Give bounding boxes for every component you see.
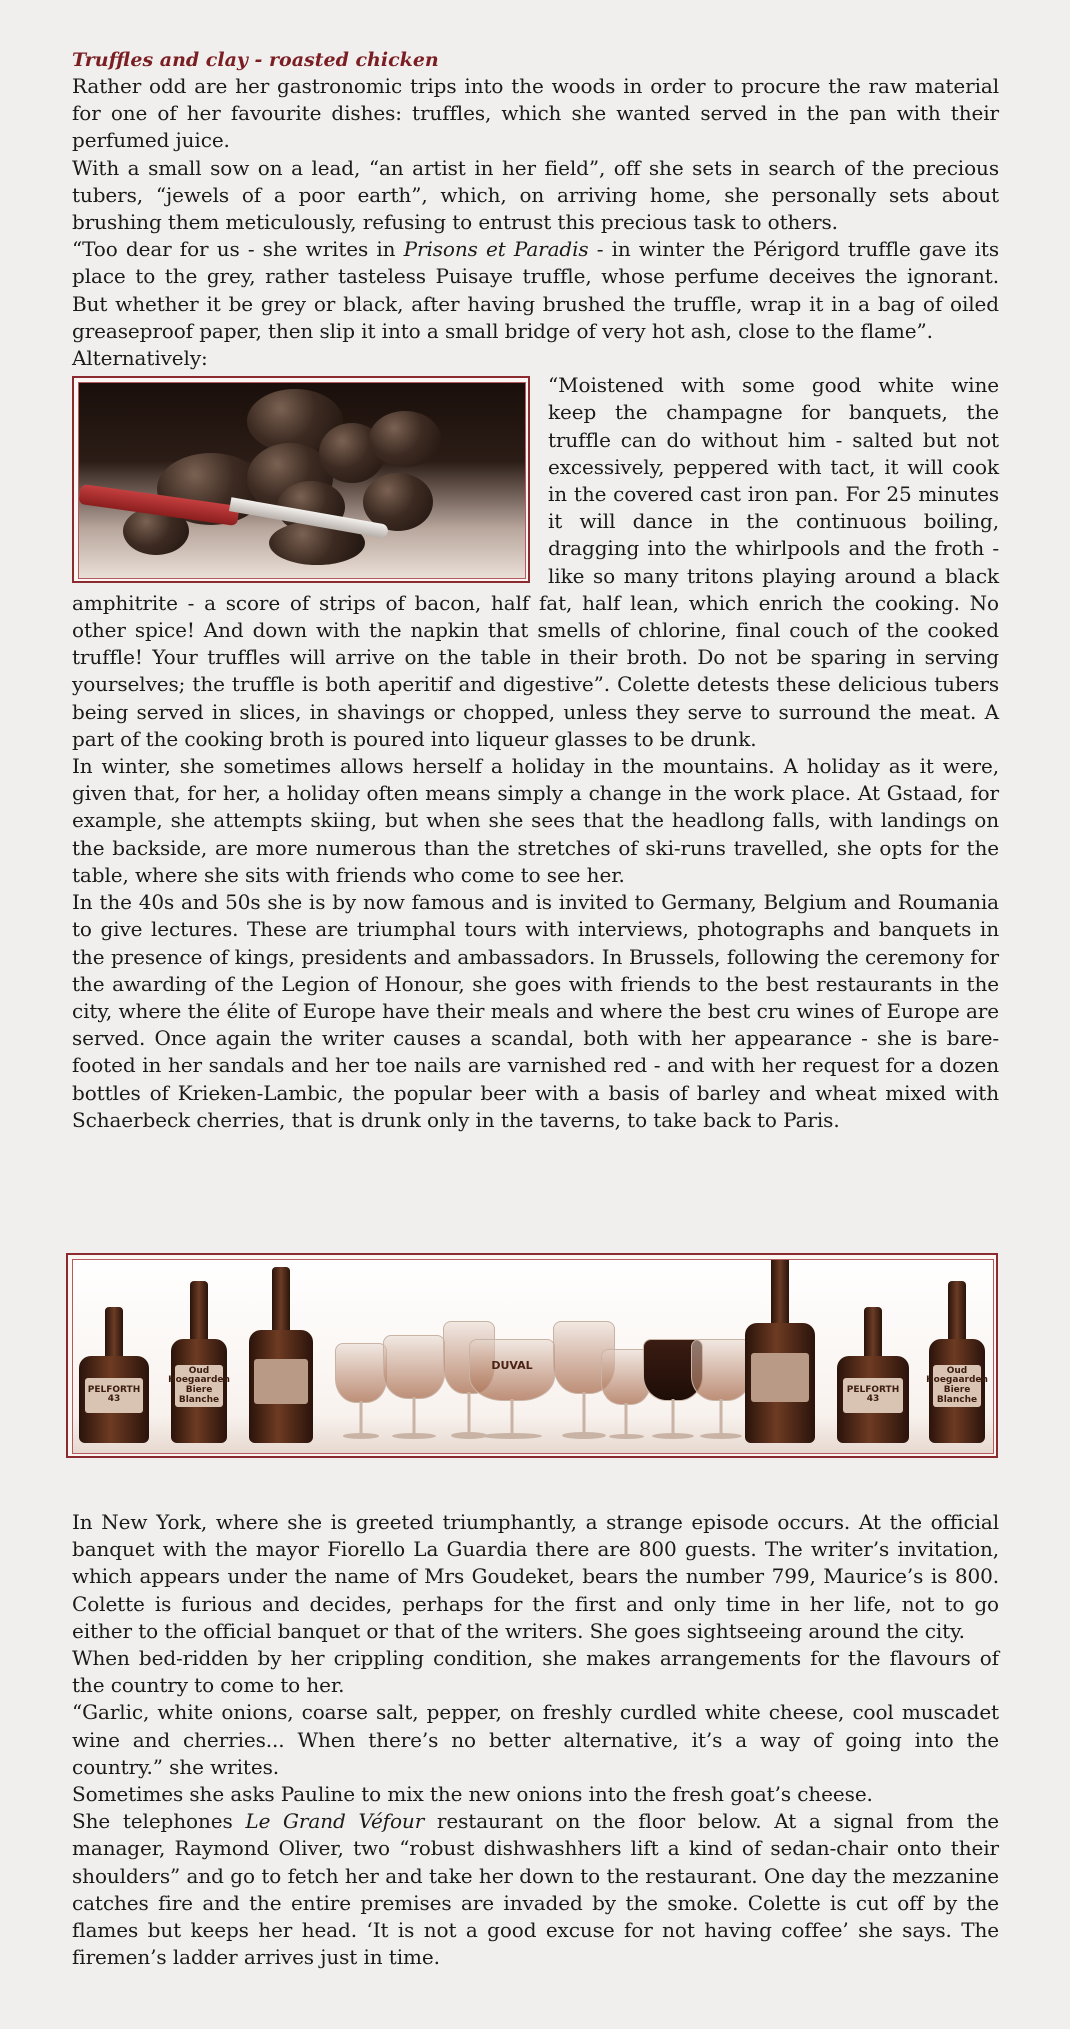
beer-bottle-hoegaarden: Oud Hoegaarden Biere Blanche bbox=[929, 1281, 985, 1443]
beer-photo bbox=[66, 1253, 998, 1458]
paragraph: In winter, she sometimes allows herself a holiday in the mountains. A holiday as it were, given that, for her, a holiday often means simply a change in the work place. At Gstaad, for example, she attempts skiing, but when she sees that the headlong falls, with landings on the backside, are more numerous than the stretches of ski-runs travelled, she opts for the table, where she sits with friends who come to see her. bbox=[72, 754, 999, 887]
beer-glass bbox=[383, 1335, 445, 1439]
paragraph: With a small sow on a lead, “an artist in her field”, off she sets in search of the precious tubers, “jewels of a poor earth”, which, on arriving home, she personally sets about brushing them meticulously, refusing to entrust this precious task to others. bbox=[72, 155, 999, 235]
restaurant-name: Le Grand Véfour bbox=[245, 1809, 425, 1834]
beer-bottle-pelforth: PELFORTH 43 bbox=[837, 1307, 909, 1443]
section-title: Truffles and clay - roasted chicken bbox=[72, 49, 439, 71]
beer-bottle-hoegaarden: Oud Hoegaarden Biere Blanche bbox=[171, 1281, 227, 1443]
paragraph: Rather odd are her gastronomic trips into the woods in order to procure the raw material for one of her favourite dishes: truffles, which she wanted served in the pan with their perfumed juice. bbox=[72, 74, 999, 153]
paragraph: “Garlic, white onions, coarse salt, pepper, on freshly curdled white cheese, cool muscadet wine and cherries... When there’s no better alternative, it’s a way of going into the country.” she writes. bbox=[72, 1700, 999, 1779]
paragraph: “Moistened with some good white wine keep the champagne for banquets, the truffle can do without him - salted but not excessively, peppered with tact, it will cook in the covered cast iron pan. For 25 minutes it will dance in the continuous boiling, dragging into the whirlpools and the froth - like so many tritons playing around a black amphitrite - a score of strips of bacon, half fat, half lean, which enrich the cooking. No other spice! And down with the napkin that smells of chlorine, final couch of the cooked truffle! Your truffles will arrive on the table in their broth. Do not be sparing in serving yourselves; the truffle is both aperitif and digestive”. Colette detests these delicious tubers being served in slices, in shavings or chopped, unless they serve to surround the meat. A part of the cooking broth is poured into liqueur glasses to be drunk. bbox=[72, 373, 999, 751]
beer-bottle-decorated bbox=[249, 1267, 313, 1443]
paragraph: In New York, where she is greeted triumphantly, a strange episode occurs. At the official banquet with the mayor Fiorello La Guardia there are 800 guests. The writer’s invitation, which appears under the name of Mrs Goudeket, bears the number 799, Maurice’s is 800. Colette is furious and decides, perhaps for the first and only time in her life, not to go either to the official banquet or that of the writers. She goes sightseeing around the city. bbox=[72, 1510, 999, 1643]
beer-glass bbox=[335, 1343, 387, 1439]
paragraph: “Too dear for us - she writes in Prisons et Paradis - in winter the Périgord truffle gave its place to the grey, rather tasteless Puisaye truffle, whose perfume deceives the ignorant. But whether it be grey or black, after having brushed the truffle, wrap it in a bag of oiled greaseproof paper, then slip it into a small bridge of very hot ash, close to the flame”. bbox=[72, 237, 999, 343]
beer-glass bbox=[691, 1339, 751, 1439]
beer-bottle-pelforth: PELFORTH 43 bbox=[79, 1307, 149, 1443]
paragraph: Alternatively: bbox=[72, 346, 208, 371]
truffles-photo bbox=[72, 376, 530, 583]
book-title: Prisons et Paradis bbox=[403, 237, 589, 262]
paragraph: In the 40s and 50s she is by now famous and is invited to Germany, Belgium and Roumania to give lectures. These are triumphal tours with interviews, photographs and banquets in the presence of kings, presidents and ambassadors. In Brussels, following the ceremony for the awarding of the Legion of Honour, she goes with friends to the best restaurants in the city, where the élite of Europe have their meals and where the best cru wines of Europe are served. Once again the writer causes a scandal, both with her appearance - she is bare-footed in her sandals and her toe nails are varnished red - and with her request for a dozen bottles of Krieken-Lambic, the popular beer with a basis of barley and wheat mixed with Schaerbeck cherries, that is drunk only in the taverns, to take back to Paris. bbox=[72, 890, 999, 1132]
paragraph: She telephones Le Grand Véfour restaurant on the floor below. At a signal from the manager, Raymond Oliver, two “robust dishwashhers lift a kind of sedan-chair onto their shoulders” and go to fetch her and take her down to the restaurant. One day the mezzanine catches fire and the entire premises are invaded by the smoke. Colette is cut off by the flames but keeps her head. ‘It is not a good excuse for not having coffee’ she says. The firemen’s ladder arrives just in time. bbox=[72, 1809, 999, 1970]
section-new-york bbox=[72, 1509, 999, 1971]
beer-bottle-large bbox=[745, 1259, 815, 1443]
beer-glass-duval: DUVAL bbox=[469, 1339, 555, 1439]
paragraph: When bed-ridden by her crippling condition, she makes arrangements for the flavours of the country to come to her. bbox=[72, 1646, 999, 1698]
section-truffles bbox=[72, 47, 999, 1134]
paragraph: Sometimes she asks Pauline to mix the new onions into the fresh goat’s cheese. bbox=[72, 1782, 873, 1807]
